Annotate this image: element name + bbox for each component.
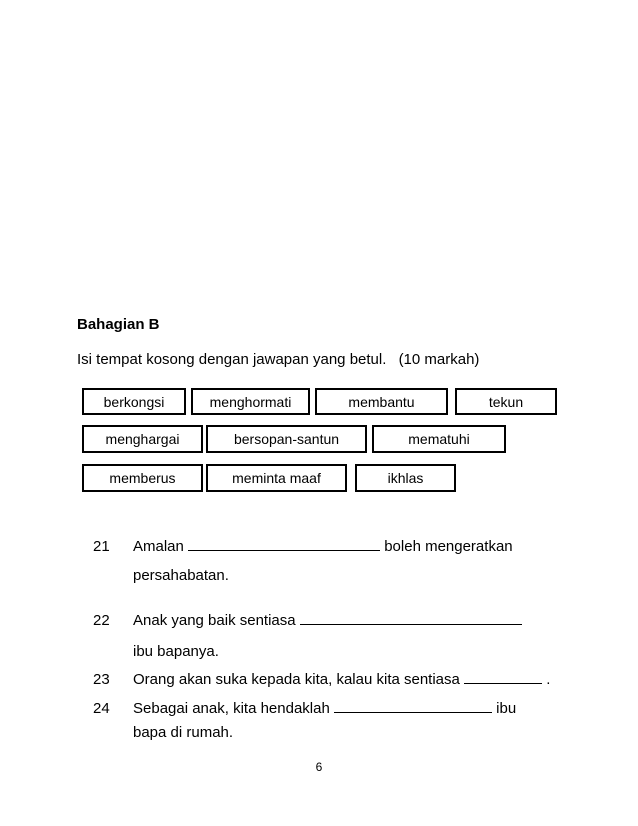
question-22-line2: ibu bapanya. xyxy=(133,643,219,660)
question-number: 21 xyxy=(93,538,110,555)
instruction-label: Isi tempat kosong dengan jawapan yang betul. xyxy=(77,351,387,368)
answer-blank[interactable] xyxy=(464,671,542,684)
question-text: boleh mengeratkan xyxy=(384,538,513,555)
question-21-line2: persahabatan. xyxy=(133,567,229,584)
question-text: Sebagai anak, kita hendaklah xyxy=(133,700,330,717)
question-text: Orang akan suka kepada kita, kalau kita sentiasa xyxy=(133,671,460,688)
word-box-meminta-maaf: meminta maaf xyxy=(206,464,347,492)
question-24-line2: bapa di rumah. xyxy=(133,724,234,741)
word-box-ikhlas: ikhlas xyxy=(355,464,456,492)
answer-blank[interactable] xyxy=(300,612,522,625)
question-text: ibu xyxy=(496,700,517,717)
page-number: 6 xyxy=(315,760,323,774)
word-box-menghargai: menghargai xyxy=(82,425,203,453)
word-box-berkongsi: berkongsi xyxy=(82,388,186,415)
answer-blank[interactable] xyxy=(334,700,492,713)
word-box-menghormati: menghormati xyxy=(191,388,310,415)
question-number: 24 xyxy=(93,700,110,717)
word-box-mematuhi: mematuhi xyxy=(372,425,506,453)
question-text: . xyxy=(546,671,551,688)
question-23-line1 xyxy=(133,671,550,688)
answer-blank[interactable] xyxy=(188,538,380,551)
question-text: Amalan xyxy=(133,538,184,555)
word-box-membantu: membantu xyxy=(315,388,448,415)
instruction-text xyxy=(77,351,479,368)
word-box-memberus: memberus xyxy=(82,464,203,492)
question-24-line1 xyxy=(133,700,516,717)
question-number: 22 xyxy=(93,612,110,629)
question-21-line1 xyxy=(133,538,513,555)
section-heading: Bahagian B xyxy=(77,316,160,333)
question-22-line1 xyxy=(133,612,522,629)
marks-label: (10 markah) xyxy=(398,351,480,368)
word-box-tekun: tekun xyxy=(455,388,557,415)
question-text: Anak yang baik sentiasa xyxy=(133,612,296,629)
word-box-bersopan-santun: bersopan-santun xyxy=(206,425,367,453)
question-number: 23 xyxy=(93,671,110,688)
